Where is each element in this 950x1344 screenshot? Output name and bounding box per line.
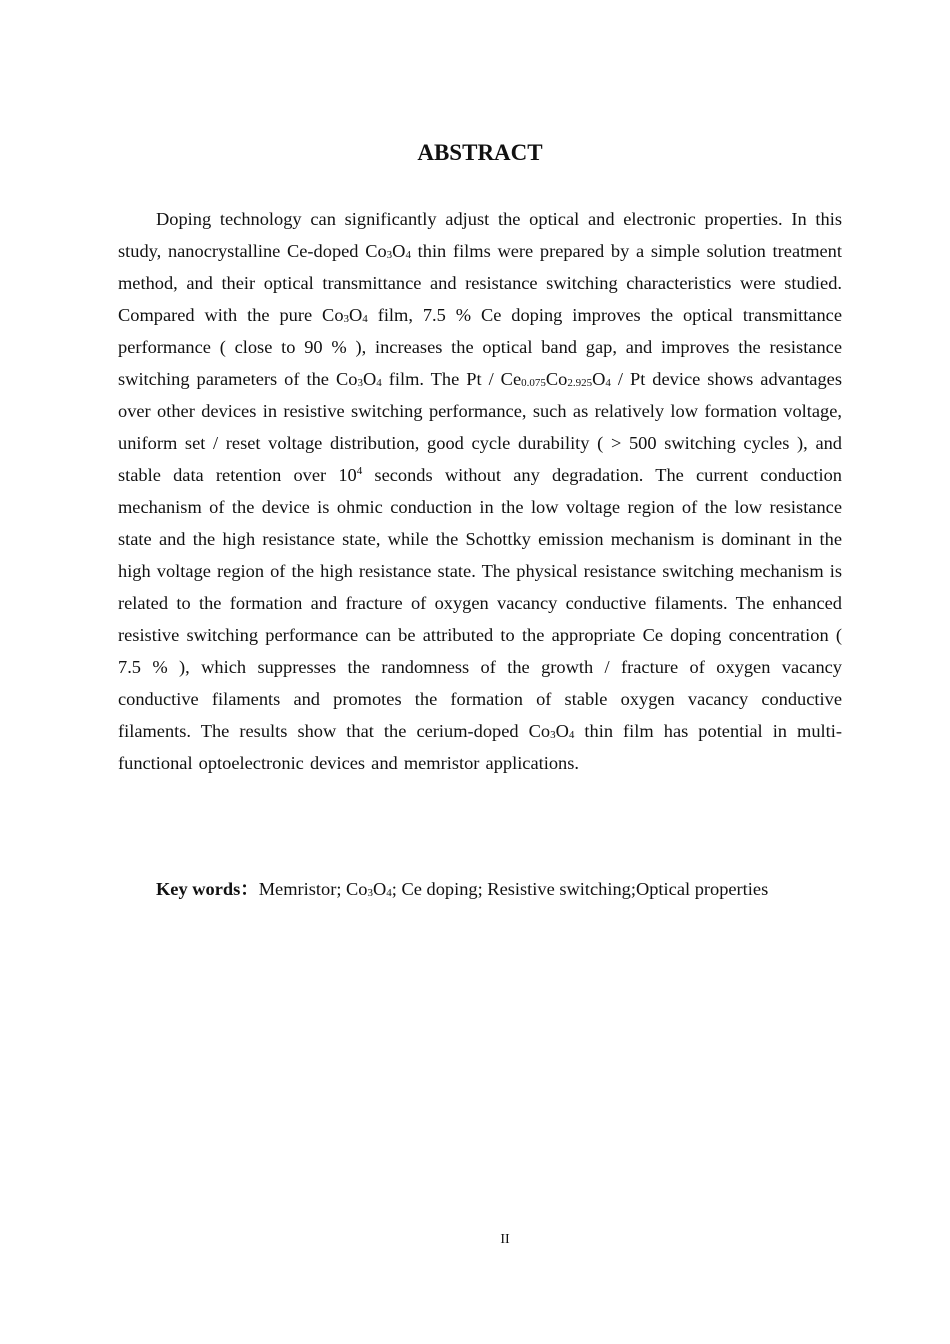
subscript: 4 — [405, 249, 411, 261]
subscript: 4 — [362, 313, 368, 325]
keywords-line — [156, 873, 856, 905]
superscript: 4 — [356, 465, 363, 477]
formula-text: O — [362, 369, 377, 389]
subscript: 4 — [568, 729, 575, 741]
subscript: 3 — [367, 887, 373, 899]
abstract-body — [118, 203, 842, 779]
subscript: 4 — [376, 377, 382, 389]
abstract-text: thin films were prepared by a simple solution treatment method, and their optical transmittance and resistance switching characteristics were studied. Compared with the pure Co — [118, 241, 842, 325]
page-title: ABSTRACT — [417, 140, 543, 165]
formula-text: O — [392, 241, 406, 261]
abstract-paragraph — [118, 203, 842, 779]
abstract-text: Doping technology can significantly adjust the optical and electronic properties. In this study, nanocrystalline Ce-doped Co — [118, 209, 842, 261]
abstract-text: / Pt device shows advantages over other devices in resistive switching performance, such as relatively low formation voltage, uniform set / reset voltage distribution, good cycle durability ( > 500 switching cycles ), and stable data retention over 10 — [118, 369, 842, 485]
page-number: II — [500, 1232, 510, 1247]
subscript: 4 — [386, 887, 392, 899]
formula-text: O — [592, 369, 606, 389]
subscript: 3 — [386, 249, 393, 261]
abstract-text: thin film has potential in multi-functional optoelectronic devices and memristor applications. — [118, 721, 843, 773]
subscript: 3 — [550, 729, 556, 741]
subscript: 0.075 — [521, 377, 546, 389]
abstract-text: film, 7.5 % Ce doping improves the optical transmittance performance ( close to 90 % ), increases the optical band gap, and improves the resistance switching parameters of the Co — [118, 305, 842, 389]
formula-text: O — [555, 721, 569, 741]
keywords-label: Key words： — [156, 879, 259, 899]
formula-text: Co — [545, 369, 568, 389]
abstract-text: film. The Pt / Ce — [381, 369, 522, 389]
formula-text: O — [349, 305, 363, 325]
subscript: 3 — [343, 313, 350, 325]
keywords-text: Memristor; Co — [258, 879, 368, 899]
subscript: 2.925 — [567, 377, 593, 389]
subscript: 3 — [357, 377, 363, 389]
abstract-text: seconds without any degradation. The current conduction mechanism of the device is ohmic conduction in the low voltage region of the low resistance state and the high resistance state, while the Schottky emission mechanism is dominant in the high voltage region of the high resistance state. The physical resistance switching mechanism is related to the formation and fracture of oxygen vacancy conductive filaments. The enhanced resistive switching performance can be attributed to the appropriate Ce doping concentration ( 7.5 % ), which suppresses the randomness of the growth / fracture of oxygen vacancy conductive filaments and promotes the formation of stable oxygen vacancy conductive filaments. The results show that the cerium-doped Co — [118, 465, 842, 741]
formula-text: O — [373, 879, 387, 899]
subscript: 4 — [605, 377, 611, 389]
keywords-text: ; Ce doping; Resistive switching;Optical properties — [391, 879, 769, 899]
